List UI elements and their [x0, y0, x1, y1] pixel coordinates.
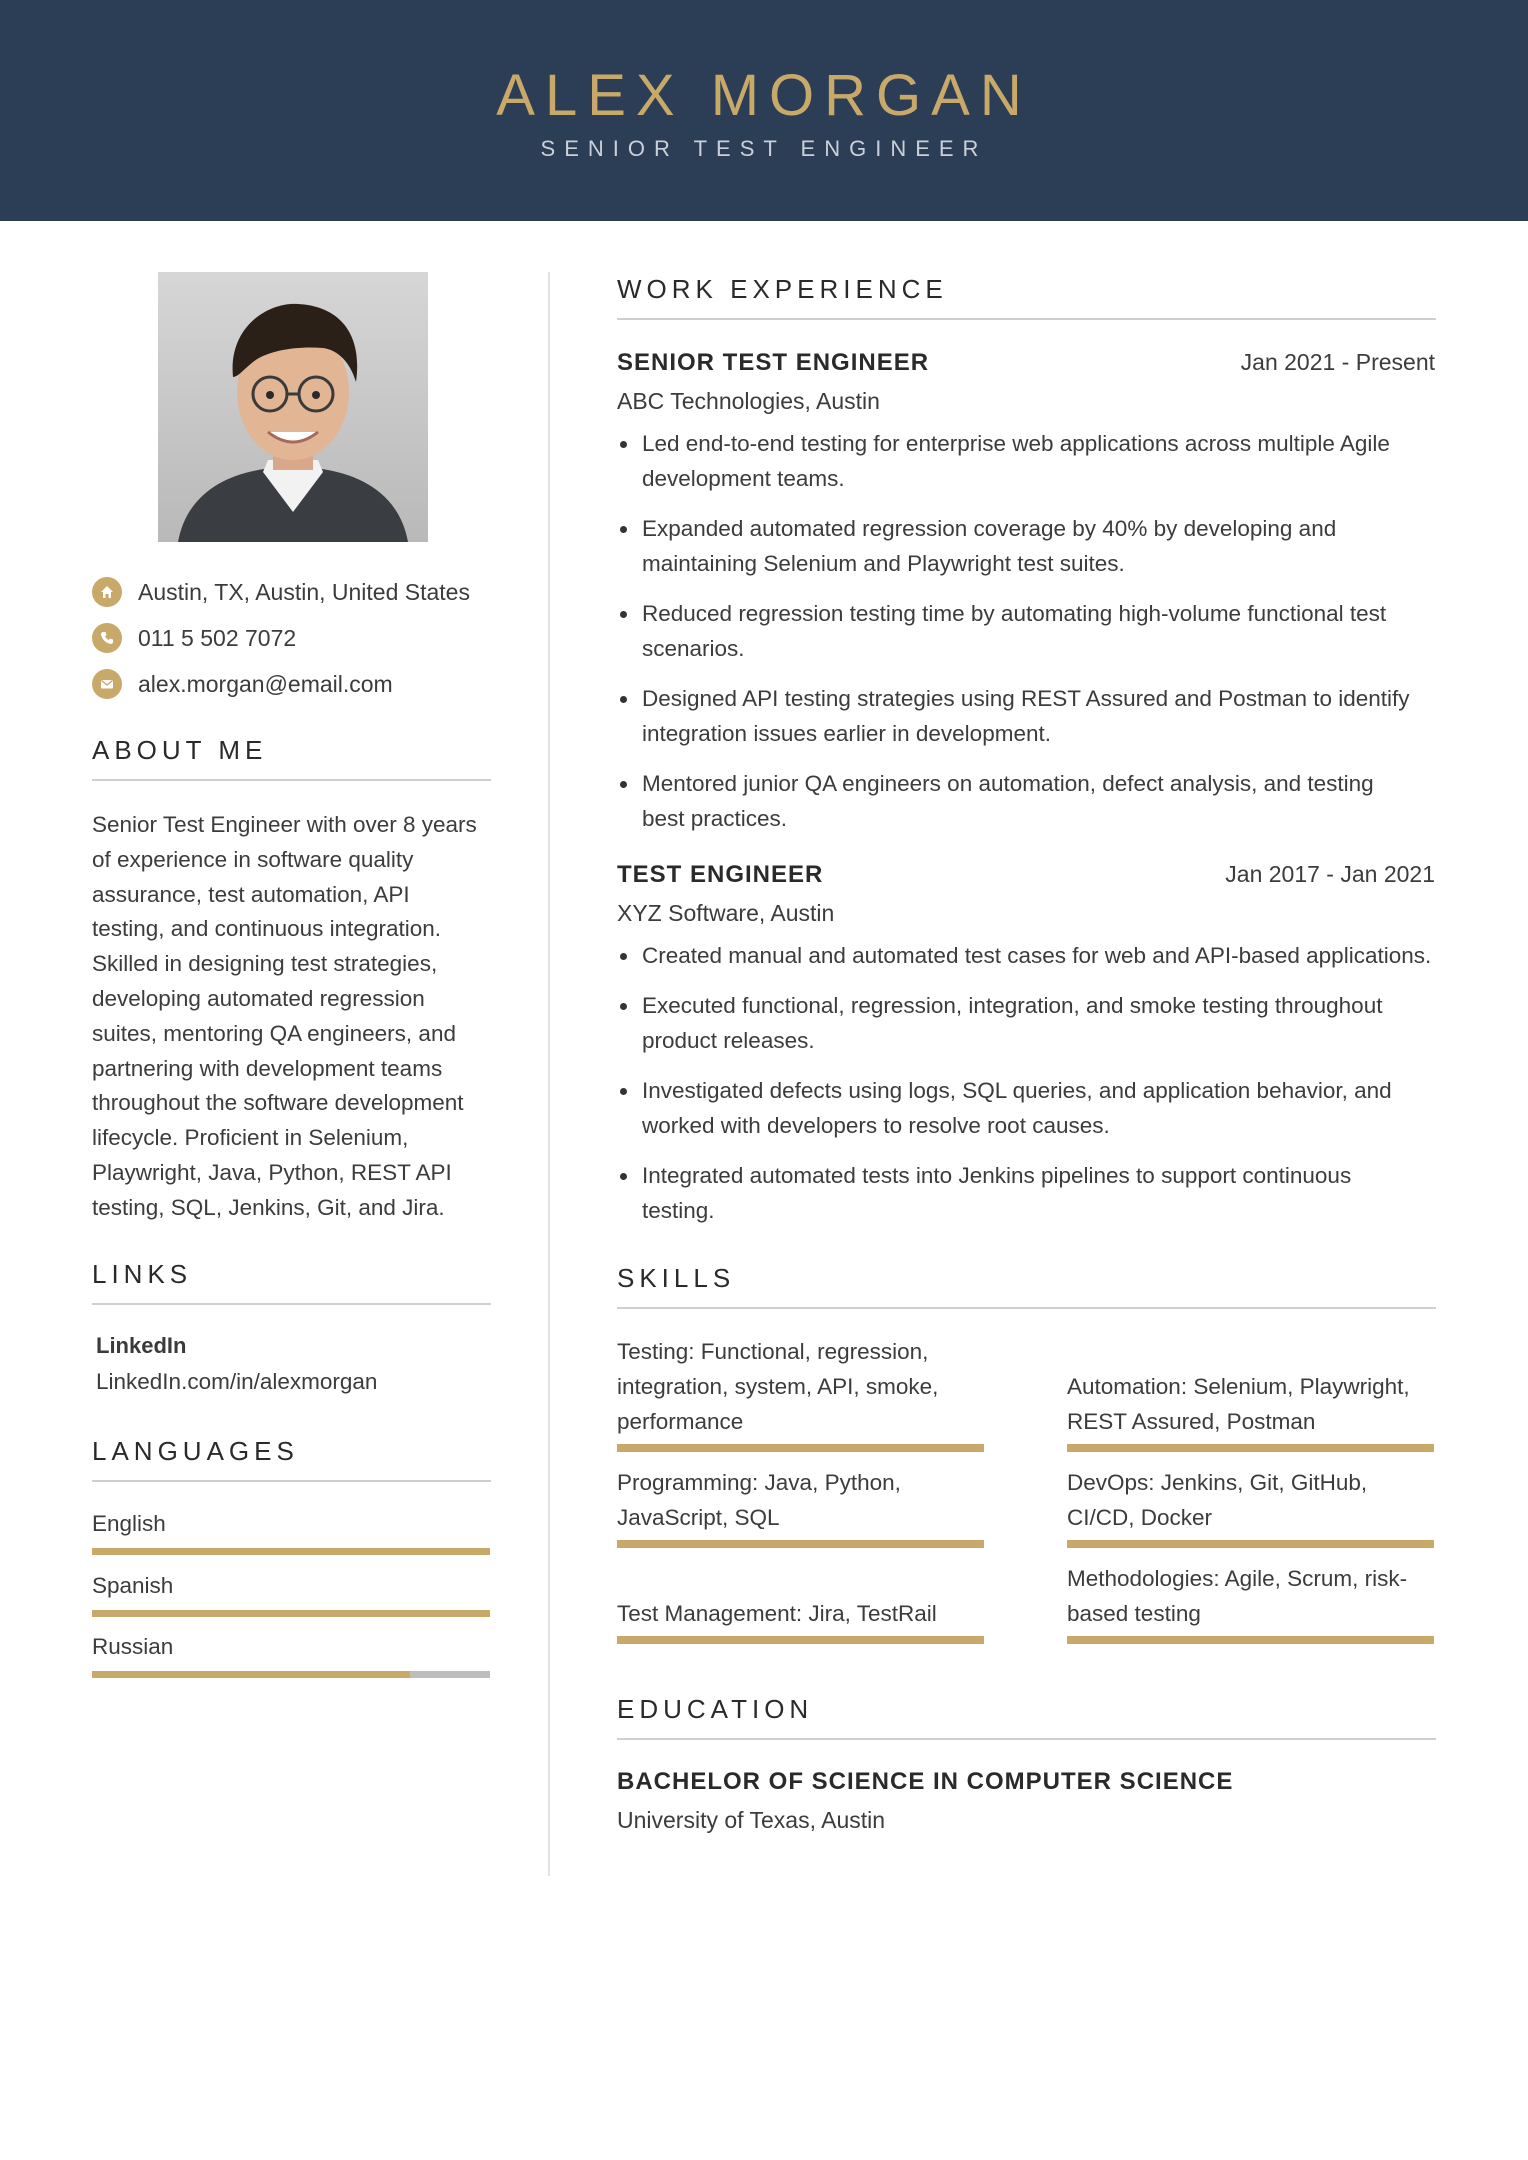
skill-item: [617, 1334, 984, 1452]
list-item: Reduced regression testing time by automating high-volume functional test scenarios.: [617, 596, 1437, 666]
language-level-fill: [92, 1671, 410, 1678]
languages-rule: [92, 1480, 491, 1482]
skill-item: [1067, 1465, 1434, 1548]
about-line: lifecycle. Proficient in Selenium,: [92, 1125, 409, 1151]
skill-bar: [617, 1636, 984, 1644]
language-name: English: [92, 1511, 166, 1536]
about-line: testing, SQL, Jenkins, Git, and Jira.: [92, 1194, 445, 1220]
skill-item: [1067, 1369, 1434, 1452]
language-level-bar: [92, 1610, 490, 1617]
about-line: throughout the software development: [92, 1090, 464, 1116]
education-rule: [617, 1738, 1436, 1740]
education-school: University of Texas, Austin: [617, 1807, 886, 1833]
about-line: partnering with development teams: [92, 1055, 443, 1081]
resume-header: [0, 0, 1528, 221]
list-item: Investigated defects using logs, SQL queries, and application behavior, and worked with developers to resolve root causes.: [617, 1073, 1437, 1143]
skills-rule: [617, 1307, 1436, 1309]
avatar-illustration: [158, 272, 428, 542]
skill-text: Testing: Functional, regression, integration, system, API, smoke, performance: [617, 1339, 939, 1434]
language-level-fill: [92, 1610, 490, 1617]
list-item: Expanded automated regression coverage by 40% by developing and maintaining Selenium and Playwright test suites.: [617, 511, 1437, 581]
skill-text: Automation: Selenium, Playwright, REST Assured, Postman: [1067, 1374, 1410, 1434]
job-bullets: [617, 426, 1437, 836]
job-bullets: [617, 938, 1437, 1228]
skill-bar: [617, 1444, 984, 1452]
about-line: Senior Test Engineer with over 8 years: [92, 812, 477, 837]
job-dates: Jan 2017 - Jan 2021: [1225, 861, 1435, 887]
about-rule: [92, 779, 491, 781]
list-item: Mentored junior QA engineers on automation, defect analysis, and testing best practices.: [617, 766, 1437, 836]
list-item: Designed API testing strategies using REST Assured and Postman to identify integration issues earlier in development.: [617, 681, 1437, 751]
skill-bar: [617, 1540, 984, 1548]
education-degree: BACHELOR OF SCIENCE IN COMPUTER SCIENCE: [617, 1768, 1234, 1795]
language-level-bar: [92, 1671, 490, 1678]
skill-text: Test Management: Jira, TestRail: [617, 1601, 937, 1626]
home-icon: [92, 577, 122, 607]
list-item: Led end-to-end testing for enterprise web applications across multiple Agile development teams.: [617, 426, 1437, 496]
job-company: XYZ Software, Austin: [617, 900, 835, 926]
about-line: Playwright, Java, Python, REST API: [92, 1159, 452, 1185]
languages-title: LANGUAGES: [92, 1436, 299, 1466]
language-name: Spanish: [92, 1573, 174, 1598]
mail-icon: [92, 669, 122, 699]
skill-item: [1067, 1561, 1434, 1644]
job-company: ABC Technologies, Austin: [617, 388, 880, 414]
language-level-fill: [92, 1548, 490, 1555]
skill-item: [617, 1465, 984, 1548]
job-dates: Jan 2021 - Present: [1240, 349, 1435, 375]
profile-photo: [158, 272, 428, 542]
contact-phone: [92, 621, 512, 655]
about-line: testing, and continuous integration.: [92, 916, 441, 942]
about-line: assurance, test automation, API: [92, 881, 410, 907]
about-title: ABOUT ME: [92, 735, 268, 765]
skill-item: [617, 1596, 984, 1644]
skill-text: DevOps: Jenkins, Git, GitHub, CI/CD, Docker: [1067, 1470, 1368, 1530]
skill-bar: [1067, 1636, 1434, 1644]
contact-email: [92, 667, 512, 701]
job-title: SENIOR TEST ENGINEER: [617, 349, 930, 376]
work-rule: [617, 318, 1436, 320]
email-text[interactable]: alex.morgan@email.com: [138, 670, 393, 697]
about-text: [92, 808, 492, 1226]
location-text: Austin, TX, Austin, United States: [138, 578, 470, 605]
contact-location: [92, 575, 512, 609]
skill-bar: [1067, 1540, 1434, 1548]
list-item: Created manual and automated test cases for web and API-based applications.: [617, 938, 1437, 973]
skill-text: Programming: Java, Python, JavaScript, SQL: [617, 1470, 901, 1530]
about-line: Skilled in designing test strategies,: [92, 951, 438, 977]
column-divider: [548, 272, 550, 1876]
education-title: EDUCATION: [617, 1694, 814, 1724]
language-level-bar: [92, 1548, 490, 1555]
job-title: TEST ENGINEER: [617, 861, 824, 888]
skill-bar: [1067, 1444, 1434, 1452]
phone-icon: [92, 623, 122, 653]
about-line: of experience in software quality: [92, 846, 414, 872]
language-name: Russian: [92, 1634, 174, 1659]
phone-text: 011 5 502 7072: [138, 624, 297, 651]
about-line: suites, mentoring QA engineers, and: [92, 1020, 456, 1046]
links-title: LINKS: [92, 1259, 193, 1289]
skill-text: Methodologies: Agile, Scrum, risk- based testing: [1067, 1566, 1408, 1626]
linkedin-link[interactable]: LinkedIn.com/in/alexmorgan: [96, 1369, 378, 1394]
links-rule: [92, 1303, 491, 1305]
candidate-role: SENIOR TEST ENGINEER: [540, 136, 988, 161]
linkedin-label: LinkedIn: [96, 1333, 187, 1358]
candidate-name: ALEX MORGAN: [496, 63, 1032, 128]
skills-title: SKILLS: [617, 1263, 736, 1293]
list-item: Integrated automated tests into Jenkins pipelines to support continuous testing.: [617, 1158, 1437, 1228]
about-line: developing automated regression: [92, 985, 425, 1011]
list-item: Executed functional, regression, integration, and smoke testing throughout product releases.: [617, 988, 1437, 1058]
work-title: WORK EXPERIENCE: [617, 274, 948, 304]
